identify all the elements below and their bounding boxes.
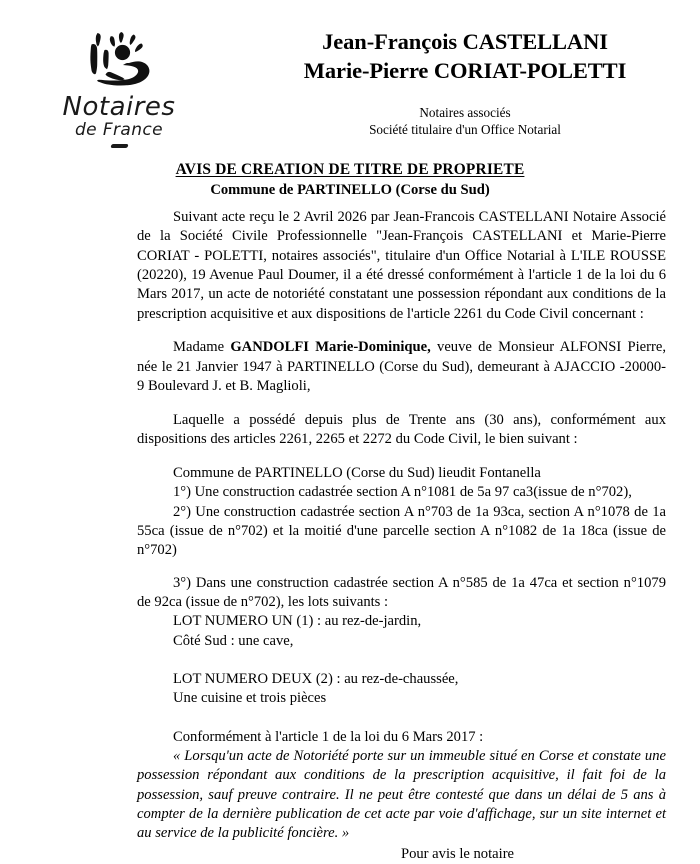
document-body [137, 208, 666, 864]
paragraph-possession: Laquelle a possédé depuis plus de Trente ans (30 ans), conformément aux dispositions des articles 2261, 2265 et 2272 du Code Civil, le bien suivant : [137, 411, 666, 448]
notary-name-primary: Jean-François CASTELLANI [322, 29, 608, 54]
lot-one-detail: Côté Sud : une cave, [173, 632, 294, 649]
notaires-de-france-logo [44, 30, 194, 148]
logo-wordmark: Notaires [62, 92, 176, 122]
page-subtitle: Commune de PARTINELLO (Corse du Sud) [210, 182, 490, 198]
paragraph-acte: Suivant acte reçu le 2 Avril 2026 par Jean-Francois CASTELLANI Notaire Associé de la Société Civile Professionnelle "Jean-François CASTELLANI et Marie-Pierre CORIAT - POLETTI, notaires associés", titulaire d'un Office Notarial à L'ILE ROUSSE (20220), 19 Avenue Paul Doumer, il a été dressé conformément à l'article 1 de la loi du 6 Mars 2017, un acte de notoriété constatant une possession répondant aux conditions de la prescription acquisitive et aux dispositions de l'article 2261 du Code Civil concernant : [137, 209, 666, 322]
commune-line: Commune de PARTINELLO (Corse du Sud) lieudit Fontanella [173, 465, 541, 482]
lot-two-title: LOT NUMERO DEUX (2) : au rez-de-chaussée, [173, 671, 459, 688]
person-details: veuve de Monsieur ALFONSI Pierre, née le 21 Janvier 1947 à PARTINELLO (Corse du Sud), demeurant à AJACCIO -20000- 9 Boulevard J. et B. Maglioli, [137, 339, 666, 395]
association-line-1: Notaires associés [419, 104, 511, 120]
paragraph-person [137, 338, 666, 396]
lot-one-title: LOT NUMERO UN (1) : au rez-de-jardin, [173, 613, 422, 630]
person-prefix: Madame [173, 339, 231, 356]
logo-underline-dash [110, 144, 128, 148]
lot-two-detail: Une cuisine et trois pièces [173, 690, 327, 707]
association-line-2: Société titulaire d'un Office Notarial [369, 122, 561, 138]
law-intro-line: Conformément à l'article 1 de la loi du 6 Mars 2017 : [173, 728, 484, 745]
signoff-line: Pour avis le notaire [400, 845, 515, 862]
notary-name-secondary: Marie-Pierre CORIAT-POLETTI [303, 57, 627, 83]
property-item-1: 1°) Une construction cadastrée section A n°1081 de 5a 97 ca3(issue de n°702), [173, 484, 632, 501]
property-item-3: 3°) Dans une construction cadastrée section A n°585 de 1a 47ca et section n°1079 de 92ca (issue de n°702), les lots suivants : [137, 574, 666, 611]
law-quotation: « Lorsqu'un acte de Notoriété porte sur un immeuble situé en Corse et constate une possession répondant aux conditions de la prescription acquisitive, il fait foi de la possession, sauf preuve contraire. Il ne peut être contesté que dans un délai de 5 ans à compter de la dernière publication de cet acte par voie d'affichage, sur un site internet et au service de la publicité foncière. » [137, 748, 666, 842]
notaires-emblem-icon [77, 30, 161, 92]
letterhead [0, 28, 700, 148]
page-title: AVIS DE CREATION DE TITRE DE PROPRIETE [175, 161, 525, 178]
property-item-2: 2°) Une construction cadastrée section A n°703 de 1a 93ca, section A n°1078 de 1a 55ca (issue de n°702) et la moitié d'une parcelle section A n°1082 de 1a 18ca (issue de n°702) [137, 503, 666, 559]
document-title-block [0, 161, 700, 199]
logo-sub-wordmark: de France [74, 120, 164, 140]
person-name: GANDOLFI Marie-Dominique, [230, 339, 431, 356]
notary-names-block [230, 28, 700, 139]
